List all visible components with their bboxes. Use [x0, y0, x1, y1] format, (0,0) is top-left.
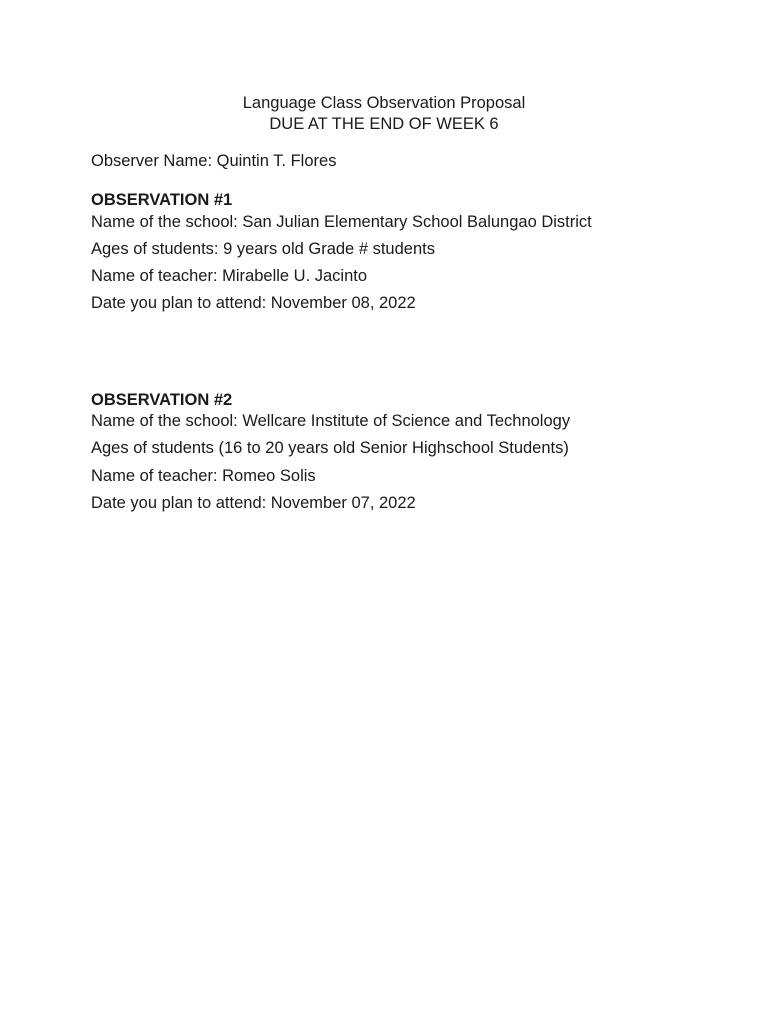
observation-1-ages: Ages of students: 9 years old Grade # students: [91, 240, 435, 258]
observation-2-heading: OBSERVATION #2: [91, 391, 233, 409]
observation-2-date: Date you plan to attend: November 07, 2022: [91, 494, 416, 512]
observation-1-date: Date you plan to attend: November 08, 2022: [91, 294, 416, 312]
observation-2-teacher: Name of teacher: Romeo Solis: [91, 467, 316, 485]
document-title: Language Class Observation Proposal: [242, 94, 526, 112]
document-subtitle: DUE AT THE END OF WEEK 6: [269, 115, 499, 133]
observer-name: Observer Name: Quintin T. Flores: [91, 152, 337, 170]
document-header: [0, 93, 768, 135]
observation-2-school: Name of the school: Wellcare Institute of Science and Technology: [91, 412, 571, 430]
observation-1-teacher: Name of teacher: Mirabelle U. Jacinto: [91, 267, 368, 285]
observation-1-school: Name of the school: San Julian Elementary School Balungao District: [91, 213, 592, 231]
observation-2-ages: Ages of students (16 to 20 years old Senior Highschool Students): [91, 439, 569, 457]
observation-1-heading: OBSERVATION #1: [91, 191, 233, 209]
